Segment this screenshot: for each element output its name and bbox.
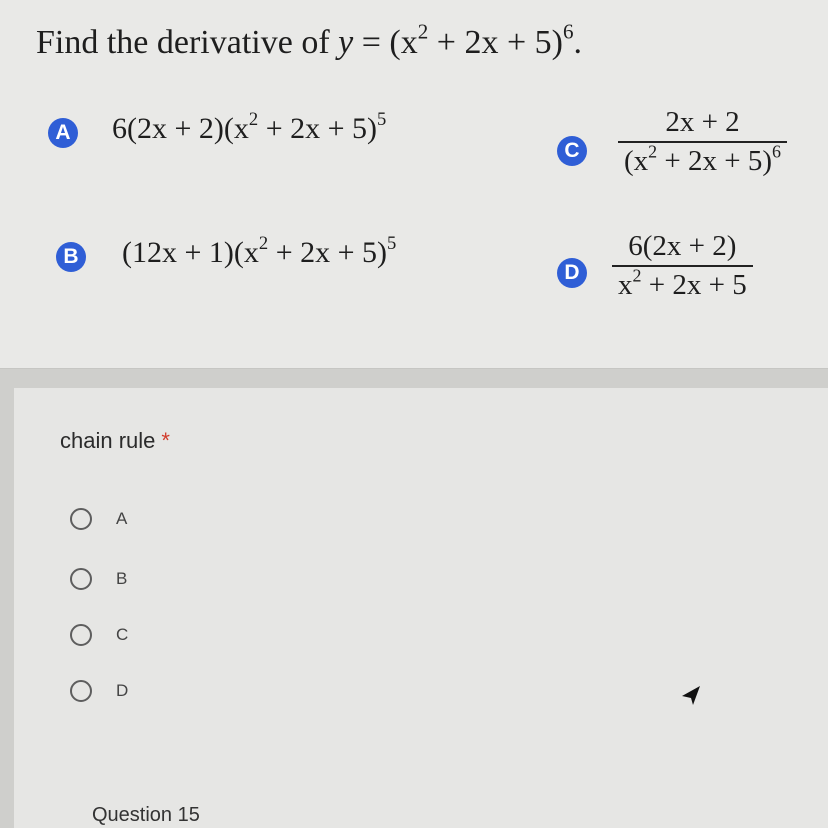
option-a-part2: + 2x + 5) bbox=[258, 112, 378, 145]
option-d-numerator: 6(2x + 2) bbox=[628, 230, 737, 262]
question-card bbox=[0, 0, 828, 369]
math-y: y bbox=[338, 24, 354, 61]
field-label-text: chain rule bbox=[60, 428, 156, 453]
option-a-expression bbox=[112, 108, 387, 146]
question-title bbox=[36, 19, 583, 62]
option-c-denominator: $(x^2 + 2x + 5)^6$ bbox=[624, 141, 782, 177]
math-exp2: 6 bbox=[562, 19, 574, 44]
radio-option-b[interactable] bbox=[70, 568, 127, 590]
option-b-expression bbox=[122, 232, 397, 270]
option-b-part2: + 2x + 5) bbox=[268, 236, 388, 269]
radio-label-d: D bbox=[116, 681, 129, 700]
option-d-badge: D bbox=[557, 258, 587, 288]
radio-option-d[interactable] bbox=[70, 680, 128, 702]
option-b-sup2: 5 bbox=[387, 232, 397, 254]
question-prefix: Find the derivative of bbox=[36, 24, 339, 61]
radio-label-a: A bbox=[116, 509, 128, 528]
option-a-sup2: 5 bbox=[377, 108, 387, 130]
option-b-badge: B bbox=[56, 242, 86, 272]
option-a-part1: 6(2x + 2)(x bbox=[112, 112, 249, 145]
math-mid: + 2x + 5) bbox=[428, 24, 563, 61]
math-exp1: 2 bbox=[417, 19, 429, 44]
mouse-pointer-icon bbox=[680, 684, 702, 708]
answer-form-card bbox=[14, 388, 828, 828]
option-d-fraction bbox=[612, 230, 753, 302]
radio-label-b: B bbox=[116, 569, 128, 588]
radio-label-c: C bbox=[116, 625, 129, 644]
option-a-badge: A bbox=[48, 118, 78, 148]
radio-circle-icon[interactable] bbox=[70, 508, 92, 530]
option-d-denominator: $x^2 + 2x + 5$ bbox=[618, 265, 747, 301]
option-b-part1: (12x + 1)(x bbox=[122, 236, 259, 269]
radio-option-c[interactable] bbox=[70, 624, 128, 646]
radio-circle-icon[interactable] bbox=[70, 624, 92, 646]
option-a-sup1: 2 bbox=[248, 108, 259, 130]
next-question-label: Question 15 bbox=[92, 804, 200, 826]
required-asterisk: * bbox=[161, 428, 170, 453]
math-eq: = (x bbox=[353, 24, 418, 61]
option-b-sup1: 2 bbox=[258, 232, 269, 254]
field-label bbox=[60, 428, 170, 454]
radio-circle-icon[interactable] bbox=[70, 568, 92, 590]
radio-circle-icon[interactable] bbox=[70, 680, 92, 702]
option-c-fraction bbox=[618, 106, 787, 178]
math-end: . bbox=[573, 24, 583, 61]
option-c-numerator: 2x + 2 bbox=[665, 106, 740, 138]
radio-option-a[interactable] bbox=[70, 508, 127, 530]
option-c-badge: C bbox=[557, 136, 587, 166]
